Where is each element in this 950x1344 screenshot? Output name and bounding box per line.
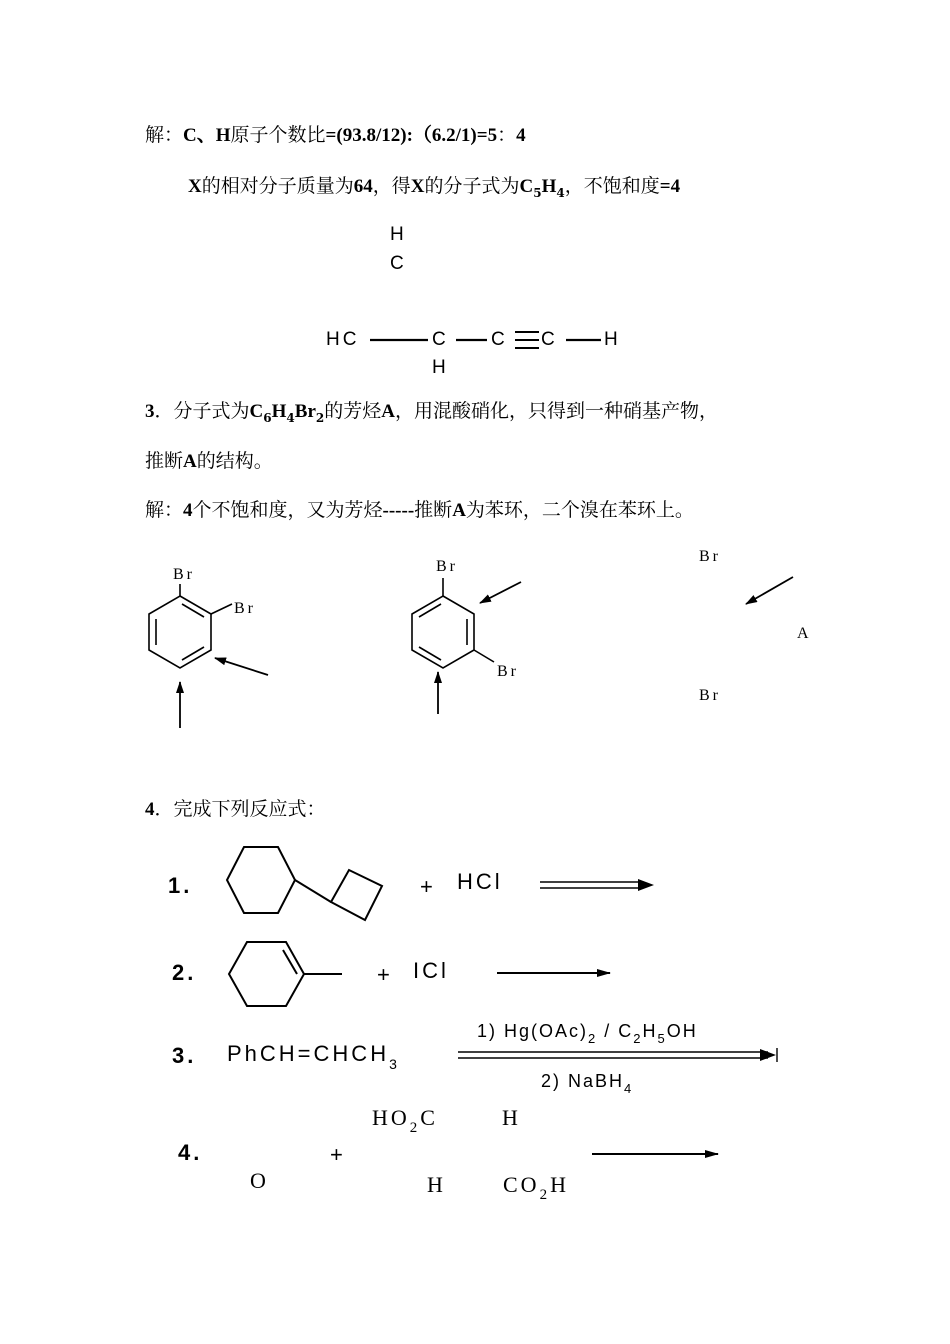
reaction-3-condition-2: 2) NaBH$_4$ xyxy=(541,1071,634,1096)
reaction-2-reagent: ICl xyxy=(413,958,449,983)
reaction-4-h-top: H xyxy=(502,1105,521,1130)
reaction-4-ho2c: $HO_2C$ xyxy=(372,1105,438,1136)
reaction-1-plus: + xyxy=(420,874,436,899)
methylcyclohexene xyxy=(229,942,342,1006)
reaction-2-plus: + xyxy=(377,962,393,987)
para-br-1: Br xyxy=(699,548,721,565)
reaction-2-number: 2. xyxy=(172,960,197,985)
struct-hc: HC xyxy=(326,329,360,350)
solution-3: 解：4个不饱和度，又为芳烃-----推断A为苯环，二个溴在苯环上。 xyxy=(145,499,694,521)
reaction-4-oxygen: O xyxy=(250,1168,269,1193)
question-3: 3．分子式为$C_6H_4Br_2$的芳烃A，用混酸硝化，只得到一种硝基产物， xyxy=(145,400,718,425)
solution-ratio-line: 解：C、H原子个数比=(93.8/12):（6.2/1)=5：4 xyxy=(145,124,526,146)
struct-h-end: H xyxy=(604,329,621,350)
ortho-br-2: Br xyxy=(234,600,256,617)
reaction-1-number: 1. xyxy=(168,873,193,898)
meta-br-1: Br xyxy=(436,558,458,575)
reaction-4-co2h: $CO_2H$ xyxy=(503,1172,569,1203)
struct-c2: C xyxy=(491,329,508,350)
reaction-1-reagent: HCl xyxy=(457,869,503,894)
solution-formula-line: X的相对分子质量为64，得X的分子式为$C_5H_4$，不饱和度=4 xyxy=(188,175,681,200)
para-br-2: Br xyxy=(699,687,721,704)
question-3-line2: 推断A的结构。 xyxy=(145,450,273,472)
struct-c3: C xyxy=(541,329,558,350)
meta-br-2: Br xyxy=(497,663,519,680)
ortho-br-1: Br xyxy=(173,566,195,583)
struct-h-below: H xyxy=(432,357,449,378)
reaction-3-condition-1: 1) $Hg(OAc)_2 / C_2H_5OH$ xyxy=(477,1021,698,1046)
reaction-4-plus: + xyxy=(330,1142,346,1167)
struct-top-c: C xyxy=(390,253,407,274)
reaction-4-number: 4. xyxy=(178,1140,203,1165)
reaction-3-arrow xyxy=(458,1048,777,1062)
para-label-a: A xyxy=(797,625,812,642)
cyclohexyl-cyclobutane xyxy=(227,847,382,920)
reaction-3-number: 3. xyxy=(172,1043,197,1068)
reaction-1-arrow xyxy=(540,879,654,891)
struct-top-h: H xyxy=(390,224,407,245)
reaction-4-h-bottom: H xyxy=(427,1172,446,1197)
reaction-3-substrate: $PhCH=CHCH_3$ xyxy=(227,1041,400,1072)
question-4: 4．完成下列反应式： xyxy=(145,798,326,820)
struct-c1: C xyxy=(432,329,449,350)
